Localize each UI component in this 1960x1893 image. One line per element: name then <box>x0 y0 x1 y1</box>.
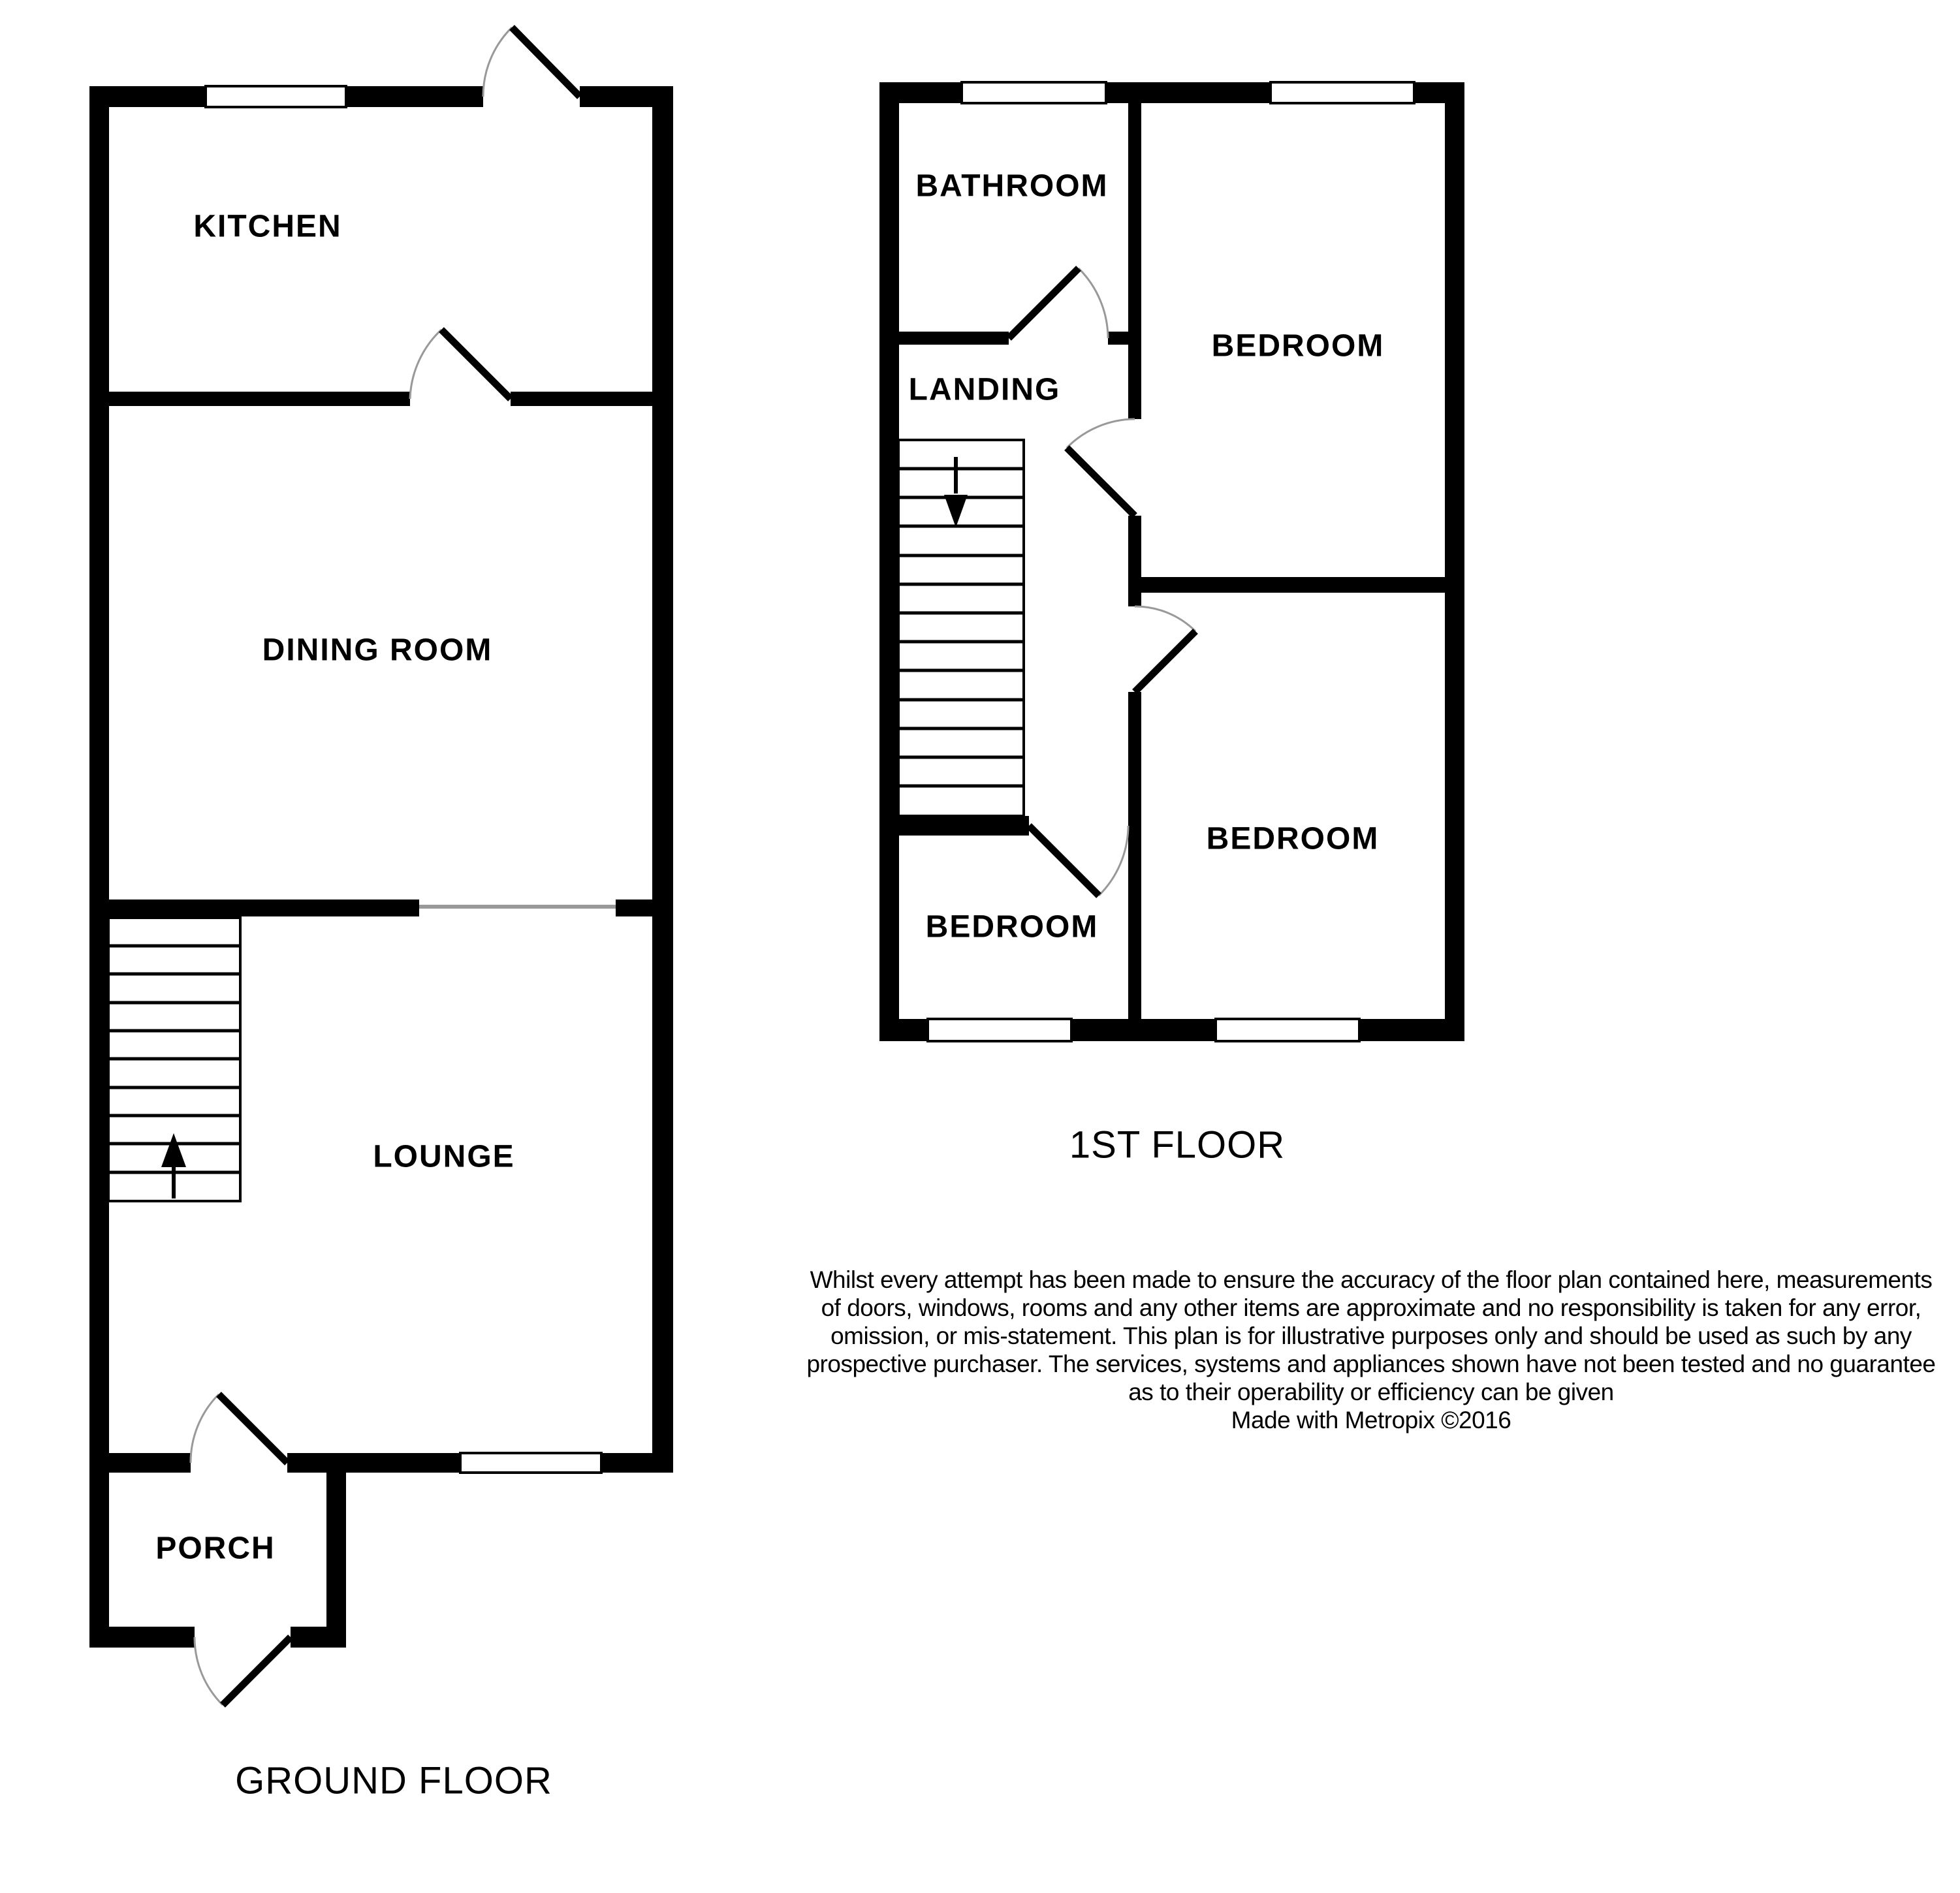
disclaimer-text <box>783 1266 1959 1434</box>
first-floor-title: 1ST FLOOR <box>1069 1123 1286 1166</box>
bathroom-door <box>1009 268 1108 338</box>
kitchen-dining-door <box>410 330 511 399</box>
stairs-icon <box>898 440 1024 816</box>
stairs-icon <box>108 918 240 1201</box>
window-icon <box>206 86 601 1473</box>
disclaimer-line: Whilst every attempt has been made to ensure the accuracy of the floor plan contained here, measurements <box>810 1266 1933 1293</box>
bedroom-bottom-right-door <box>1135 606 1195 692</box>
kitchen-exterior-door <box>483 27 580 97</box>
disclaimer-line: as to their operability or efficiency can be given <box>1128 1379 1614 1405</box>
front-door <box>195 1637 291 1705</box>
ground-floor-walls <box>89 86 673 1648</box>
room-label-bathroom: BATHROOM <box>915 168 1109 204</box>
disclaimer-line: of doors, windows, rooms and any other items are approximate and no responsibility is taken for any error, <box>821 1294 1921 1321</box>
room-label-porch: PORCH <box>155 1531 276 1566</box>
room-label-bedroom-bottom-right: BEDROOM <box>1206 821 1380 856</box>
room-label-lounge: LOUNGE <box>373 1139 515 1174</box>
room-label-kitchen: KITCHEN <box>193 209 342 244</box>
first-floor-plan <box>879 82 1464 1041</box>
bedroom-top-door <box>1067 419 1135 516</box>
disclaimer-line: prospective purchaser. The services, systems and appliances shown have not been tested and no guarantee <box>806 1351 1936 1377</box>
metropix-credit: Made with Metropix ©2016 <box>1231 1407 1511 1433</box>
disclaimer-line: omission, or mis-statement. This plan is for illustrative purposes only and should be used as such by any <box>830 1322 1912 1349</box>
room-label-dining-room: DINING ROOM <box>262 633 493 668</box>
room-label-bedroom-top: BEDROOM <box>1211 328 1385 364</box>
ground-floor-plan <box>89 27 673 1705</box>
room-opening-line <box>419 905 616 909</box>
lounge-porch-door <box>191 1394 287 1463</box>
room-label-bedroom-bottom-left: BEDROOM <box>925 909 1099 945</box>
ground-floor-title: GROUND FLOOR <box>235 1759 552 1802</box>
bedroom-bottom-left-door <box>1029 826 1128 896</box>
room-label-landing: LANDING <box>908 372 1061 407</box>
